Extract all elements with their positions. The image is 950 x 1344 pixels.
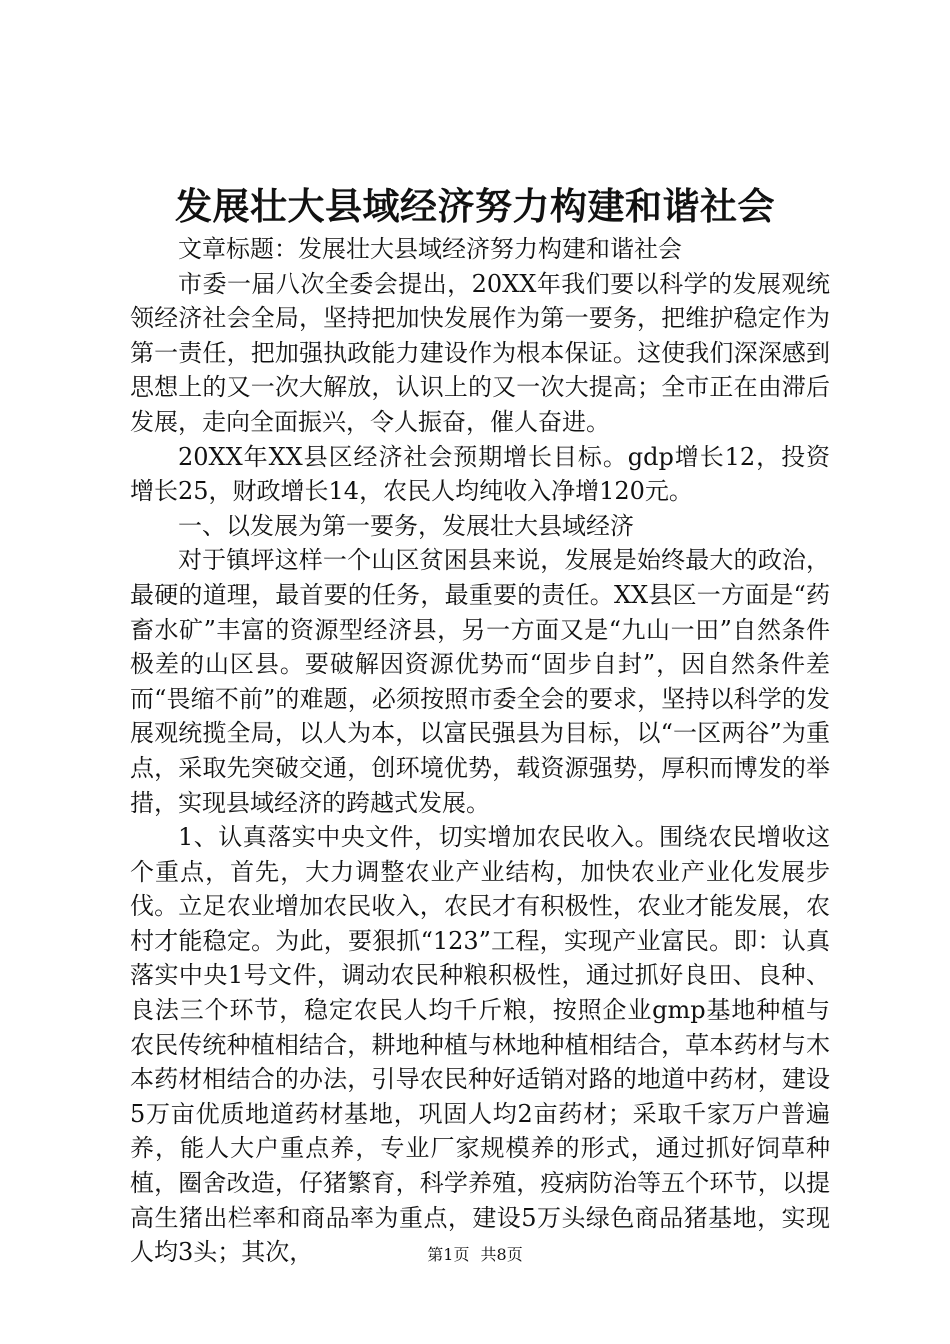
paragraph-article-title: 文章标题：发展壮大县域经济努力构建和谐社会 bbox=[178, 235, 682, 263]
paragraph-development: 对于镇坪这样一个山区贫困县来说，发展是始终最大的政治，最硬的道理，最首要的任务，最重要的责任。XX县区一方面是“药畜水矿”丰富的资源型经济县，另一方面又是“九山一田”自然条件极差的山区县。要破解因资源优势而“固步自封”，因自然条件差而“畏缩不前”的难题，必须按照市委全会的要求，坚持以科学的发展观统揽全局，以人为本，以富民强县为目标，以“一区两谷”为重点，采取先突破交通，创环境优势，载资源强势，厚积而博发的举措，实现县域经济的跨越式发展。 bbox=[130, 546, 830, 817]
document-title: 发展壮大县域经济努力构建和谐社会 bbox=[175, 184, 775, 228]
paragraph-intro: 市委一届八次全委会提出，20XX年我们要以科学的发展观统领经济社会全局，坚持把加快发展作为第一要务，把维护稳定作为第一责任，把加强执政能力建设作为根本保证。这使我们深深感到思想上的又一次大解放，认识上的又一次大提高；全市正在由滞后发展，走向全面振兴，令人振奋，催人奋进。 bbox=[130, 269, 830, 436]
paragraph-growth-targets: 20XX年XX县区经济社会预期增长目标。gdp增长12，投资增长25，财政增长14，农民人均纯收入净增120元。 bbox=[130, 442, 830, 506]
paragraph-farmer-income: 1、认真落实中央文件，切实增加农民收入。围绕农民增收这个重点，首先，大力调整农业产业结构，加快农业产业化发展步伐。立足农业增加农民收入，农民才有积极性，农业才能发展，农村才能稳定。为此，要狠抓“123”工程，实现产业富民。即：认真落实中央1号文件，调动农民种粮积极性，通过抓好良田、良种、良法三个环节，稳定农民人均千斤粮，按照企业gmp基地种植与农民传统种植相结合，耕地种植与林地种植相结合，草本药材与木本药材相结合的办法，引导农民种好适销对路的地道中药材，建设5万亩优质地道药材基地，巩固人均2亩药材；采取千家万户普遍养，能人大户重点养，专业厂家规模养的形式，通过抓好饲草种植，圈舍改造，仔猪繁育，科学养殖，疫病防治等五个环节，以提高生猪出栏率和商品率为重点，建设5万头绿色商品猪基地，实现人均3头；其次， bbox=[130, 823, 830, 1267]
page-footer: 第1页 共8页 bbox=[427, 1245, 523, 1264]
document-body bbox=[130, 232, 830, 1270]
section-heading-1: 一、以发展为第一要务，发展壮大县域经济 bbox=[178, 511, 634, 540]
